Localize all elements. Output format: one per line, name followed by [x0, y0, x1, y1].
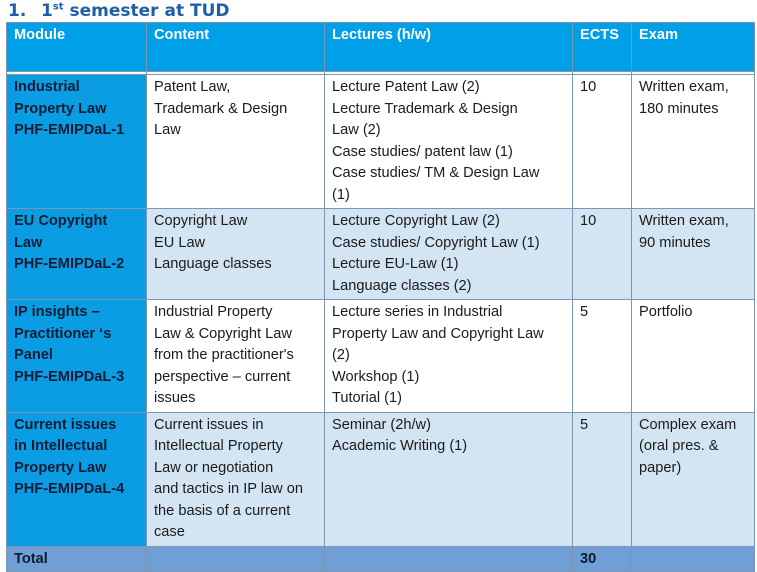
header-content: Content [147, 23, 325, 72]
cell-line: PHF-EMIPDaL-2 [14, 256, 125, 272]
cell-line: case [154, 524, 185, 540]
cell-line: Trademark & Design [154, 100, 288, 117]
table-row [7, 412, 755, 546]
cell-line: Practitioner ‘s [14, 325, 112, 342]
cell-line: 90 minutes [639, 234, 711, 251]
cell-line: Property Law [14, 100, 107, 117]
exam-cell [632, 75, 755, 209]
cell-line: the basis of a current [154, 502, 291, 519]
cell-line: Lecture Trademark & Design [332, 100, 518, 117]
header-module: Module [7, 23, 147, 72]
cell-line: Seminar (2h/w) [332, 416, 431, 433]
section-heading [8, 0, 230, 22]
cell-line: Property Law [14, 459, 107, 476]
content-cell [147, 412, 325, 546]
content-cell [147, 300, 325, 413]
content-cell [147, 209, 325, 300]
cell-line: IP insights – [14, 304, 100, 320]
header-ects: ECTS [573, 23, 632, 72]
lectures-cell [325, 209, 573, 300]
cell-line: Property Law and Copyright Law [332, 325, 544, 342]
cell-line: Copyright Law [154, 213, 248, 229]
cell-line: Lecture EU-Law (1) [332, 256, 459, 272]
module-cell [7, 75, 147, 209]
cell-line: PHF-EMIPDaL-1 [14, 122, 125, 138]
cell-line: in Intellectual [14, 438, 108, 454]
cell-line: Panel [14, 347, 53, 363]
ects-cell: 10 [573, 75, 632, 209]
cell-line: Lecture series in Industrial [332, 304, 503, 320]
header-exam: Exam [632, 23, 755, 72]
lectures-cell [325, 300, 573, 413]
cell-line: EU Law [154, 234, 206, 251]
heading-ordinal-suffix: st [52, 1, 64, 13]
total-empty-cell [147, 546, 325, 571]
lectures-cell [325, 412, 573, 546]
cell-line: Case studies/ TM & Design Law [332, 165, 540, 181]
content-cell [147, 75, 325, 209]
ects-cell: 10 [573, 209, 632, 300]
cell-line: 180 minutes [639, 100, 719, 117]
heading-number: 1. [8, 1, 27, 21]
table-row [7, 300, 755, 413]
cell-line: Complex exam [639, 416, 737, 433]
cell-line: (1) [332, 186, 350, 203]
cell-line: and tactics in IP law on [154, 481, 303, 497]
table-header-row [7, 23, 755, 72]
cell-line: Industrial Property [154, 304, 273, 320]
curriculum-table [6, 22, 755, 572]
table-row [7, 75, 755, 209]
cell-line: Current issues [14, 416, 117, 433]
lectures-cell [325, 75, 573, 209]
heading-text: semester at TUD [63, 1, 230, 21]
exam-cell [632, 300, 755, 413]
header-lectures: Lectures (h/w) [325, 23, 573, 72]
module-cell [7, 300, 147, 413]
table-row [7, 209, 755, 300]
cell-line: Language classes (2) [332, 277, 472, 294]
cell-line: (oral pres. & [639, 438, 719, 454]
cell-line: Workshop (1) [332, 368, 420, 385]
cell-line: Lecture Patent Law (2) [332, 79, 480, 95]
cell-line: PHF-EMIPDaL-4 [14, 481, 125, 497]
cell-line: Law or negotiation [154, 459, 274, 476]
ects-cell: 5 [573, 412, 632, 546]
total-ects: 30 [573, 546, 632, 571]
cell-line: EU Copyright [14, 213, 108, 229]
exam-cell [632, 412, 755, 546]
module-cell [7, 412, 147, 546]
total-row [7, 546, 755, 571]
cell-line: Current issues in [154, 416, 264, 433]
cell-line: Patent Law, [154, 79, 231, 95]
cell-line: Academic Writing (1) [332, 438, 468, 454]
cell-line: Written exam, [639, 79, 729, 95]
total-empty-cell [632, 546, 755, 571]
cell-line: PHF-EMIPDaL-3 [14, 368, 125, 385]
cell-line: Language classes [154, 256, 272, 272]
cell-line: Law [154, 122, 181, 138]
cell-line: paper) [639, 459, 682, 476]
cell-line: Law [14, 234, 43, 251]
module-cell [7, 209, 147, 300]
total-label: Total [7, 546, 147, 571]
cell-line: Intellectual Property [154, 438, 283, 454]
cell-line: Tutorial (1) [332, 390, 403, 406]
cell-line: Lecture Copyright Law (2) [332, 213, 500, 229]
cell-line: Case studies/ Copyright Law (1) [332, 234, 540, 251]
cell-line: Written exam, [639, 213, 729, 229]
ects-cell: 5 [573, 300, 632, 413]
cell-line: (2) [332, 347, 350, 363]
cell-line: Law (2) [332, 122, 381, 138]
cell-line: from the practitioner's [154, 347, 294, 363]
cell-line: perspective – current [154, 368, 291, 385]
total-empty-cell [325, 546, 573, 571]
cell-line: Law & Copyright Law [154, 325, 292, 342]
cell-line: Portfolio [639, 304, 693, 320]
exam-cell [632, 209, 755, 300]
heading-ordinal: 1 [41, 1, 53, 21]
cell-line: Case studies/ patent law (1) [332, 143, 513, 160]
cell-line: issues [154, 390, 196, 406]
cell-line: Industrial [14, 79, 80, 95]
